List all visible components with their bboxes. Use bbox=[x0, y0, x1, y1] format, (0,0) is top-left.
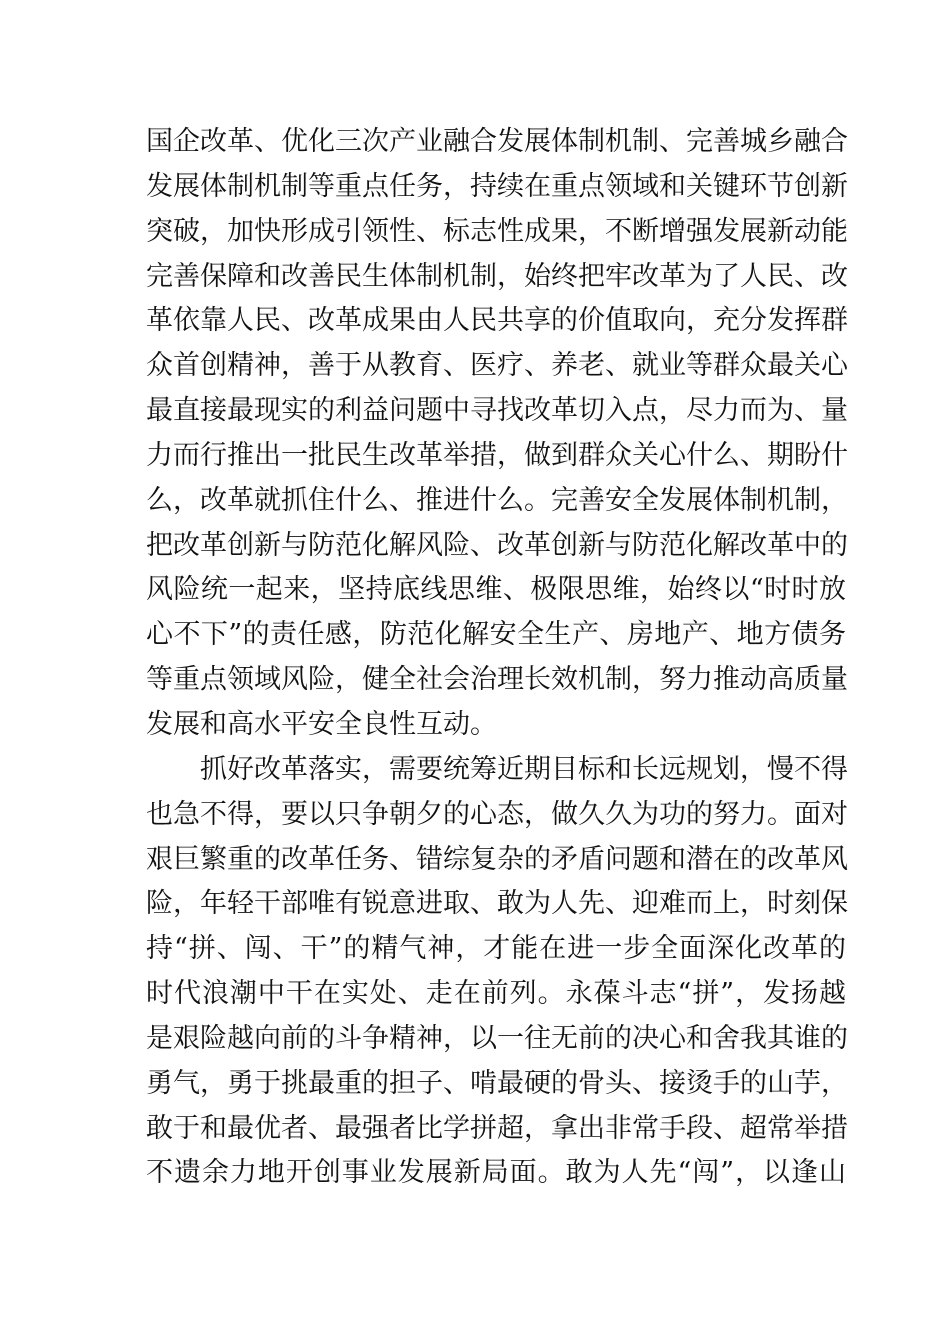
text-line: 敢于和最优者、最强者比学拼超，拿出非常手段、超常举措 bbox=[146, 1112, 848, 1144]
text-line: 等重点领域风险，健全社会治理长效机制，努力推动高质量 bbox=[146, 664, 848, 696]
text-line: 把改革创新与防范化解风险、改革创新与防范化解改革中的 bbox=[146, 529, 848, 561]
text-line: 突破，加快形成引领性、标志性成果，不断增强发展新动能 bbox=[146, 215, 848, 247]
text-line: 也急不得，要以只争朝夕的心态，做久久为功的努力。面对 bbox=[146, 798, 848, 830]
text-line: 时代浪潮中干在实处、走在前列。永葆斗志“拼”，发扬越 bbox=[146, 978, 846, 1010]
text-line: 是艰险越向前的斗争精神，以一往无前的决心和舍我其谁的 bbox=[146, 1022, 848, 1054]
paragraph-1 bbox=[146, 120, 846, 748]
text-line: 最直接最现实的利益问题中寻找改革切入点，尽力而为、量 bbox=[146, 395, 848, 427]
text-line: 心不下”的责任感，防范化解安全生产、房地产、地方债务 bbox=[146, 619, 846, 651]
text-line: 险，年轻干部唯有锐意进取、敢为人先、迎难而上，时刻保 bbox=[146, 888, 848, 920]
text-line: 完善保障和改善民生体制机制，始终把牢改革为了人民、改 bbox=[146, 260, 848, 292]
text-line: 发展和高水平安全良性互动。 bbox=[146, 708, 497, 740]
text-line: 艰巨繁重的改革任务、错综复杂的矛盾问题和潜在的改革风 bbox=[146, 843, 848, 875]
text-line: 么，改革就抓住什么、推进什么。完善安全发展体制机制， bbox=[146, 484, 848, 516]
text-line: 不遗余力地开创事业发展新局面。敢为人先“闯”，以逢山 bbox=[146, 1157, 846, 1189]
paragraph-2 bbox=[146, 748, 846, 1196]
text-line: 国企改革、优化三次产业融合发展体制机制、完善城乡融合 bbox=[146, 126, 848, 157]
text-line: 发展体制机制等重点任务，持续在重点领域和关键环节创新 bbox=[146, 170, 848, 202]
text-line: 持“拼、闯、干”的精气神，才能在进一步全面深化改革的 bbox=[146, 933, 846, 965]
text-line: 勇气，勇于挑最重的担子、啃最硬的骨头、接烫手的山芋， bbox=[146, 1067, 848, 1099]
text-line: 抓好改革落实，需要统筹近期目标和长远规划，慢不得 bbox=[200, 753, 848, 785]
body-text bbox=[146, 120, 846, 1196]
text-line: 力而行推出一批民生改革举措，做到群众关心什么、期盼什 bbox=[146, 439, 848, 471]
text-line: 众首创精神，善于从教育、医疗、养老、就业等群众最关心 bbox=[146, 350, 848, 382]
text-line: 风险统一起来，坚持底线思维、极限思维，始终以“时时放 bbox=[146, 574, 846, 606]
text-line: 革依靠人民、改革成果由人民共享的价值取向，充分发挥群 bbox=[146, 305, 848, 337]
